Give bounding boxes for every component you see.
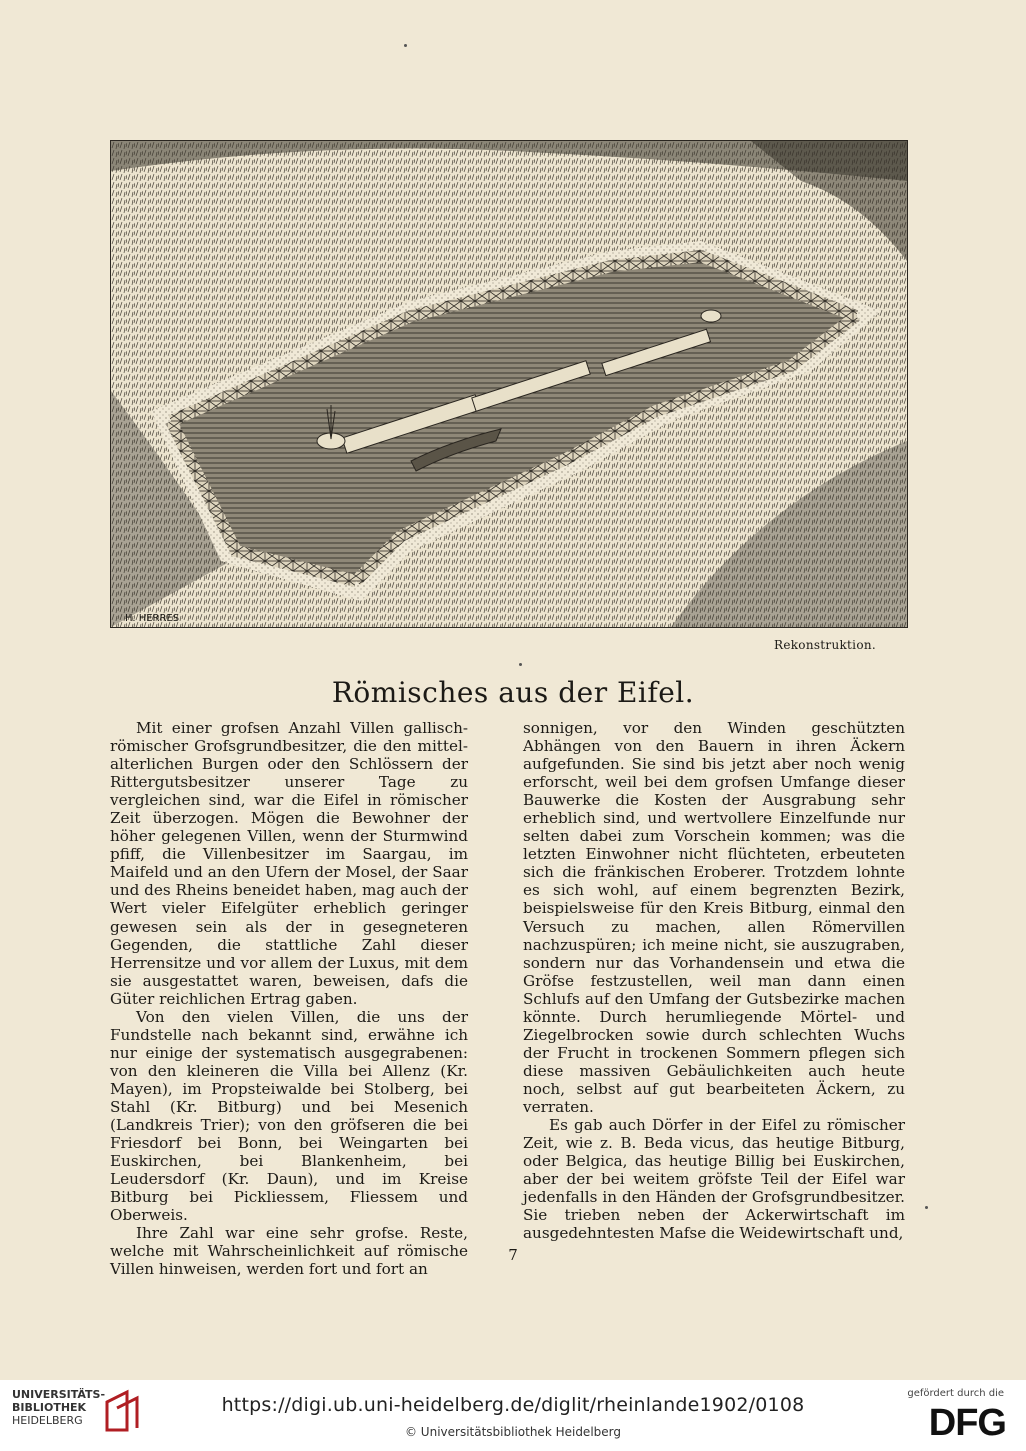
paragraph: Ihre Zahl war eine sehr grofse. Reste, welche mit Wahrscheinlichkeit auf römische Villen hinweisen, werden fort und fort an <box>110 1224 468 1279</box>
paragraph: Von den vielen Villen, die uns der Fundstelle nach bekannt sind, erwähne ich nur einige der systematisch ausgegrabenen: von den kleineren die Villa bei Allenz (Kr. Mayen), im Propsteiwalde bei Stolberg, bei Stahl (Kr. Bitburg) und bei Mesenich (Landkreis Trier); von den gröfseren die bei Friesdorf bei Bonn, bei Weingarten bei Euskirchen, bei Blankenheim, bei Leudersdorf (Kr. Daun), und im Kreise Bitburg bei Pickliessem, Fliessem und Oberweis. <box>110 1007 468 1225</box>
print-speck <box>404 44 407 47</box>
left-column <box>110 719 468 1278</box>
paragraph: sonnigen, vor den Winden geschützten Abhängen von den Bauern in ihren Äckern aufgefunden. Sie sind bis jetzt aber noch wenig erforscht, weil bei dem grofsen Umfange dieser Bauwerke die Kosten der Ausgrabung sehr erheblich sind, und wertvollere Einzelfunde nur selten dabei zum Vorschein kommen; was die letzten Einwohner nicht flüchteten, erbeuteten sich die fränkischen Eroberer. Trotzdem lohnte es sich wohl, auf einem begrenzten Bezirk, beispielsweise für den Kreis Bitburg, einmal den Versuch zu machen, allen Römervillen nachzuspüren; ich meine nicht, sie auszugraben, sondern nur das Vorhandensein und etwa die Gröfse festzustellen, weil man dann einen Schlufs auf den Umfang der Gutsbezirke machen könnte. Durch herumliegende Mörtel- und Ziegelbrocken sowie durch schlechten Wuchs der Frucht in trockenen Sommern pflegen sich diese massiven Gebäulichkeiten auch heute noch, selbst auf gut bearbeiteten Äckern, zu verraten. <box>523 719 905 1116</box>
artist-signature: H. HERRES <box>125 613 180 624</box>
funding-note: gefördert durch die <box>907 1388 1004 1399</box>
paragraph: Mit einer grofsen Anzahl Villen gallisch-römischer Grofsgrundbesitzer, die den mittel-alterlichen Burgen oder den Schlössern der Rittergutsbesitzer unserer Tage zu vergleichen sind, war die Eifel in römischer Zeit überzogen. Mögen die Bewohner der höher gelegenen Villen, wenn der Sturmwind pfiff, die Villenbesitzer im Saargau, im Maifeld und an den Ufern der Mosel, der Saar und des Rheins beneidet haben, mag auch der Wert vieler Eifelgüter erheblich geringer gewesen sein als der in gesegneteren Gegenden, die stattliche Zahl dieser Herrensitze und vor allem der Luxus, mit dem sie ausgestattet waren, beweisen, dafs die Güter reichlichen Ertrag gaben. <box>110 719 468 1008</box>
villa-reconstruction-illustration <box>111 141 907 627</box>
print-speck <box>519 663 522 666</box>
library-name[interactable]: UNIVERSITÄTS- BIBLIOTHEK HEIDELBERG <box>12 1388 106 1427</box>
page-number: 7 <box>508 1246 518 1264</box>
paragraph: Es gab auch Dörfer in der Eifel zu römischer Zeit, wie z. B. Beda vicus, das heutige Bitburg, oder Belgica, das heutige Billig bei Euskirchen, aber der bei weitem gröfste Teil der Eifel war jedenfalls in den Händen der Grofsgrundbesitzer. Sie trieben neben der Ackerwirtschaft im ausgedehntesten Mafse die Weidewirtschaft und, <box>523 1116 905 1243</box>
fountain-basin-2 <box>701 310 721 322</box>
figure-caption: Rekonstruktion. <box>773 638 876 652</box>
article-title: Römisches aus der Eifel. <box>331 676 695 709</box>
print-speck <box>925 1206 928 1209</box>
viewer-footer <box>0 1380 1026 1451</box>
figure-illustration <box>110 140 908 628</box>
permalink-url[interactable]: https://digi.ub.uni-heidelberg.de/diglit/rheinlande1902/0108 <box>221 1394 805 1416</box>
right-column <box>523 719 905 1242</box>
dfg-logo[interactable]: DFG <box>928 1402 1006 1444</box>
copyright-notice: © Universitätsbibliothek Heidelberg <box>404 1425 621 1439</box>
